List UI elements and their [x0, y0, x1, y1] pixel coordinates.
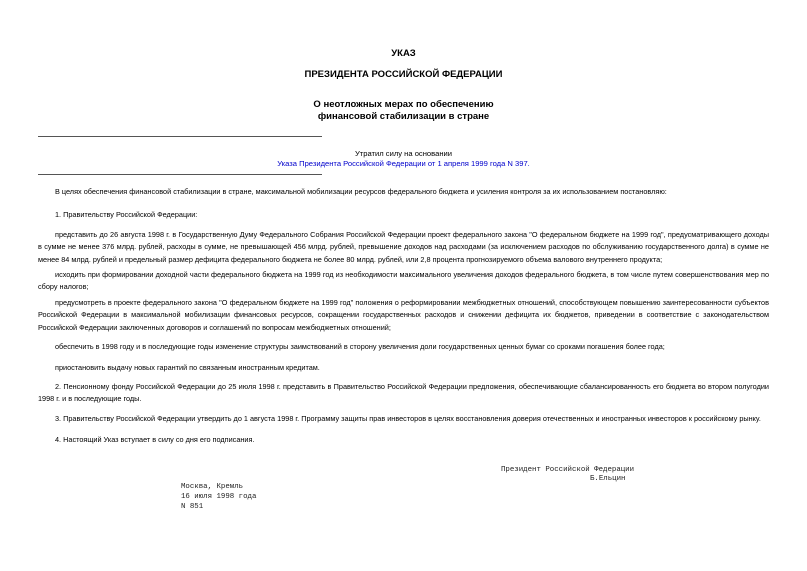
repeal-note: Утратил силу на основании: [354, 149, 453, 158]
decree-number: N 851: [181, 503, 204, 511]
document-kind: УКАЗ: [391, 48, 416, 59]
repeal-link[interactable]: Указа Президента Российской Федерации от 1 апреля 1999 года N 397.: [277, 159, 530, 168]
divider-bottom: [38, 174, 322, 175]
document-title-line-2: финансовой стабилизации в стране: [317, 111, 490, 122]
paragraph-item-1-interbudget: предусмотреть в проекте федерального закона "О федеральном бюджете на 1999 год" положения о реформировании межбюджетных отношений, способствующем повышению заинтересованности субъектов Российской Федерации в максимальной мобилизации финансовых ресурсов, сокращении государственных расходов и снижении дефицита их бюджетов, приведении в соответствие с законодательством Российской Федерации заключенных договоров и соглашений по вопросам межбюджетных отношений;: [38, 298, 769, 332]
paragraph-item-1-revenue: исходить при формировании доходной части федерального бюджета на 1999 год из необходимости максимального увеличения доходов федерального бюджета, в том числе путем совершенствования мер по сбору налогов;: [38, 270, 769, 292]
paragraph-item-2: 2. Пенсионному фонду Российской Федерации до 25 июля 1998 г. представить в Правительство Российской Федерации предложения, обеспечивающие сбалансированность его бюджета во втором полугодии 1998 г. и в последующие годы.: [38, 382, 769, 404]
divider-top: [38, 136, 322, 137]
document-issuer: ПРЕЗИДЕНТА РОССИЙСКОЙ ФЕДЕРАЦИИ: [304, 69, 503, 80]
document-title-line-1: О неотложных мерах по обеспечению: [313, 99, 494, 110]
signature-name: Б.Ельцин: [590, 475, 626, 483]
paragraph-item-1-borrowing: обеспечить в 1998 году и в последующие годы изменение структуры заимствований в сторону увеличения доли государственных ценных бумаг со сроками погашения более года;: [55, 342, 665, 351]
paragraph-item-1-guarantees: приостановить выдачу новых гарантий по связанным иностранным кредитам.: [55, 363, 320, 372]
paragraph-item-4: 4. Настоящий Указ вступает в силу со дня его подписания.: [55, 435, 255, 444]
signature-position: Президент Российской Федерации: [501, 466, 635, 474]
paragraph-preamble: В целях обеспечения финансовой стабилизации в стране, максимальной мобилизации ресурсов федерального бюджета и усиления контроля за их использованием постановляю:: [55, 187, 667, 196]
paragraph-item-1-budget: представить до 26 августа 1998 г. в Государственную Думу Федерального Собрания Российской Федерации проект федерального закона "О федеральном бюджете на 1999 год", предусматривающего доходы в сумме не менее 376 млрд. рублей, расходы в сумме, не превышающей 456 млрд. рублей, превышение доходов над расходами (за исключением расходов по обслуживанию государственного долга) в сумме не менее 84 млрд. рублей и предельный размер дефицита федерального бюджета не более 80 млрд. рублей, или 2,8 процента прогнозируемого объема валового внутреннего продукта;: [38, 230, 769, 264]
paragraph-item-1: 1. Правительству Российской Федерации:: [55, 210, 198, 219]
date: 16 июля 1998 года: [181, 493, 257, 501]
paragraph-item-3: 3. Правительству Российской Федерации утвердить до 1 августа 1998 г. Программу защиты прав инвесторов в целях восстановления доверия отечественных и иностранных инвесторов к российскому рынку.: [55, 414, 761, 423]
place: Москва, Кремль: [181, 483, 244, 491]
repeal-link-row: [0, 159, 807, 169]
